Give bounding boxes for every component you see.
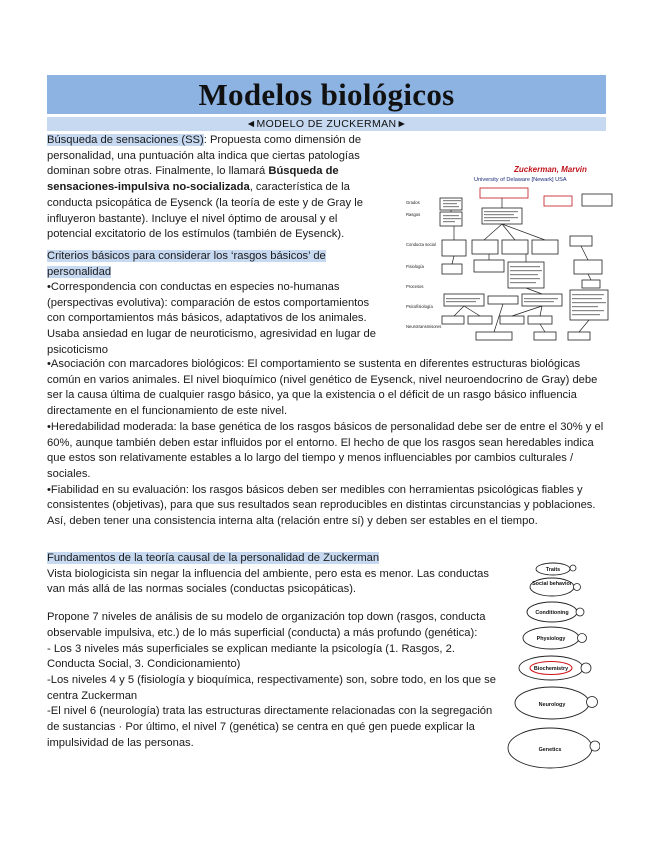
foundations-heading: Fundamentos de la teoría causal de la personalidad de Zuckerman bbox=[47, 552, 380, 564]
diagram-affiliation: University of Delaware [Newark] USA bbox=[474, 177, 567, 183]
criteria-item: •Correspondencia con conductas en especies no-humanas (perspectivas evolutiva): comparación de estos comportamientos con comportamientos más básicos, adaptativos de los animales. Usaba ansiedad en lugar de neuroticismo, agresividad en lugar de psicoticismo bbox=[47, 281, 376, 356]
foundations-paragraph: -El nivel 6 (neurología) trata las estructuras directamente relacionadas con la segregación de sustancias · Por último, el nivel 7 (genética) se centra en qué gen puede explicar la impulsividad de las personas. bbox=[47, 705, 493, 749]
criteria-item: •Heredabilidad moderada: la base genética de los rasgos básicos de personalidad debe ser de entre el 30% y el 60%, aunque también deben estar influidos por el entorno. El hecho de que los rasgos sean heredables indica que estos son relativamente estables a lo largo del tiempo y menos influenciables por cambios culturales / sociales. bbox=[47, 420, 604, 480]
title-bar bbox=[47, 75, 606, 114]
diagram-level-label: Procesos bbox=[406, 284, 424, 289]
criteria-list-full bbox=[47, 357, 609, 530]
criteria-heading: Criterios básicos para considerar los ‘rasgos básicos’ de personalidad bbox=[47, 250, 326, 278]
foundations-paragraph: Propone 7 niveles de análisis de su modelo de organización top down (rasgos, conducta observable impulsiva, etc.) de lo más superficial (conducta) a más profundo (genética): bbox=[47, 611, 486, 639]
intro-bold-term: Búsqueda de sensaciones-impulsiva no-socializada bbox=[47, 165, 339, 194]
diagram-level-label: Conducta social bbox=[406, 242, 436, 247]
diagram-level-label: Rasgos bbox=[406, 212, 421, 217]
diagram-author: Zuckerman, Marvin bbox=[514, 165, 587, 174]
intro-text-2: , característica de la conducta psicopática de Eysenck (la teoría de este y de Gray le influyeron bastante). Incluye el nivel óptimo de arousal y el potencial excitatorio de los estímulos (también de Eysenck). bbox=[47, 181, 363, 241]
criteria-item: •Asociación con marcadores biológicos: El comportamiento se sustenta en diferentes estructuras biológicas común en varios animales. El nivel bioquímico (nivel genético de Eysenck, nivel neuroendocrino de Gray) debe ser la causa última de cualquier rasgo básico, ya que la existencia o el déficit de un rasgo básico influencia directamente en el funcionamiento de este nivel. bbox=[47, 358, 598, 418]
intro-term: Búsqueda de sensaciones (SS) bbox=[47, 134, 204, 146]
page-title: Modelos biológicos bbox=[198, 76, 455, 112]
diagram-level-label: Psicofisiología bbox=[406, 304, 433, 309]
criteria-item: •Fiabilidad en su evaluación: los rasgos básicos deben ser medibles con herramientas psicológicas fiables y consistentes (objetivas), para que sus resultados sean reproducibles en distintas circunstancias y poblaciones. Así, deben tener una consistencia interna alta (relación entre sí) y deben ser estables en el tiempo. bbox=[47, 483, 596, 528]
turtle-level-label: Physiology bbox=[536, 636, 566, 642]
turtle-levels-figure bbox=[500, 560, 600, 775]
foundations-paragraph: -Los niveles 4 y 5 (fisiología y bioquímica, respectivamente) son, sobre todo, en los que se centra Zuckerman bbox=[47, 673, 496, 702]
foundations-paragraph: - Los 3 niveles más superficiales se explican mediante la psicología (1. Rasgos, 2. Conducta Social, 3. Condicionamiento) bbox=[47, 642, 455, 671]
turtle-level-label: Social behavior bbox=[532, 581, 572, 587]
foundations-paragraph: Vista biologicista sin negar la influencia del ambiente, pero esta es menor. Las conductas van más allá de las normas sociales (conductas psicopáticas). bbox=[47, 567, 489, 596]
diagram-level-label: Neurotransmisores bbox=[406, 324, 442, 329]
diagram-level-label: Fisiología bbox=[406, 264, 424, 269]
turtle-level-label: Conditioning bbox=[535, 610, 569, 616]
turtle-level-label: Traits bbox=[545, 567, 561, 573]
diagram-level-label: Grados bbox=[406, 200, 420, 205]
section-subtitle: ◄MODELO DE ZUCKERMAN► bbox=[47, 117, 606, 131]
foundations-section bbox=[47, 551, 497, 751]
zuckerman-model-diagram bbox=[404, 160, 616, 343]
intro-text-1: : Propuesta como dimensión de personalidad, una puntuación alta indica que ciertas patologías dominan sobre otras. Finalmente, lo llamará bbox=[47, 134, 362, 178]
turtle-level-label: Neurology bbox=[538, 702, 566, 708]
intro-paragraph bbox=[47, 133, 385, 243]
turtle-level-label: Genetics bbox=[538, 747, 562, 753]
turtle-level-label: Biochemistry bbox=[533, 666, 569, 672]
